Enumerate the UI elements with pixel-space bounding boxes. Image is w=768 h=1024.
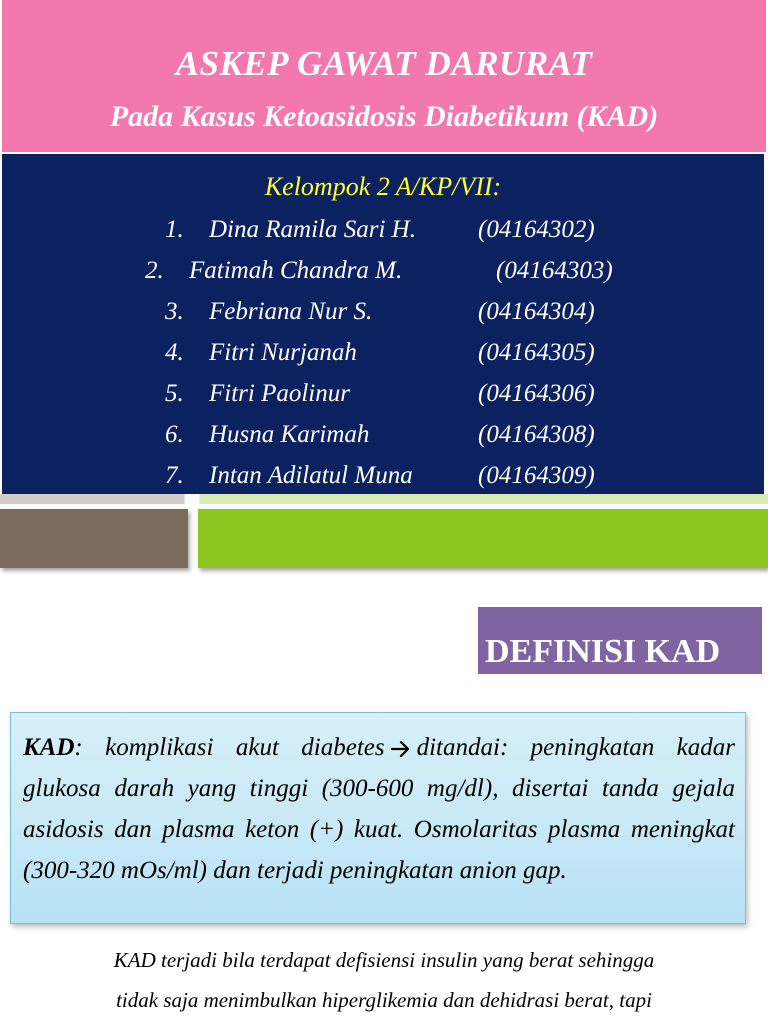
body-paragraph	[0, 940, 768, 1020]
member-id: (04164306)	[478, 380, 595, 407]
page-subtitle: Pada Kasus Ketoasidosis Diabetikum (KAD)	[109, 100, 659, 133]
page-title: ASKEP GAWAT DARURAT	[175, 44, 593, 83]
paragraph-line: tidak saja menimbulkan hiperglikemia dan dehidrasi berat, tapi	[116, 988, 652, 1012]
member-number: 5.	[165, 380, 184, 407]
group-panel	[2, 154, 764, 494]
decorative-bar-brown	[0, 509, 188, 568]
member-number: 2.	[145, 257, 164, 284]
member-name: Intan Adilatul Muna	[209, 462, 413, 489]
title-banner	[2, 0, 766, 152]
right-arrow-icon	[391, 739, 411, 759]
member-id: (04164303)	[496, 257, 613, 284]
member-name: Husna Karimah	[209, 421, 370, 448]
member-name: Febriana Nur S.	[209, 298, 373, 325]
member-number: 6.	[165, 421, 184, 448]
definition-heading: DEFINISI KAD	[478, 607, 762, 674]
member-number: 4.	[165, 339, 184, 366]
member-name: Fitri Nurjanah	[209, 339, 357, 366]
member-number: 3.	[165, 298, 184, 325]
member-name: Fitri Paolinur	[209, 380, 350, 407]
definition-text-part1: : komplikasi akut diabetes	[74, 734, 385, 761]
definition-text-part2: ditandai: peningkatan kadar glukosa darah yang tinggi (300-600 mg/dl), disertai tanda gejala asidosis dan plasma keton (+) kuat. Osmolaritas plasma meningkat (300-320 mOs/ml) dan terjadi peningkatan anion gap.	[23, 734, 735, 884]
member-number: 1.	[165, 216, 184, 243]
member-id: (04164305)	[478, 339, 595, 366]
member-id: (04164302)	[478, 216, 595, 243]
member-id: (04164308)	[478, 421, 595, 448]
definition-term: KAD	[23, 734, 75, 761]
definition-box	[10, 712, 746, 924]
group-label: Kelompok 2 A/KP/VII:	[264, 172, 502, 201]
decorative-stripe	[0, 494, 768, 504]
member-name: Fatimah Chandra M.	[189, 257, 403, 284]
decorative-bar-green	[198, 509, 768, 568]
member-id: (04164309)	[478, 462, 595, 489]
member-id: (04164304)	[478, 298, 595, 325]
member-number: 7.	[165, 462, 184, 489]
paragraph-line: KAD terjadi bila terdapat defisiensi insulin yang berat sehingga	[113, 948, 655, 972]
member-name: Dina Ramila Sari H.	[209, 216, 416, 243]
